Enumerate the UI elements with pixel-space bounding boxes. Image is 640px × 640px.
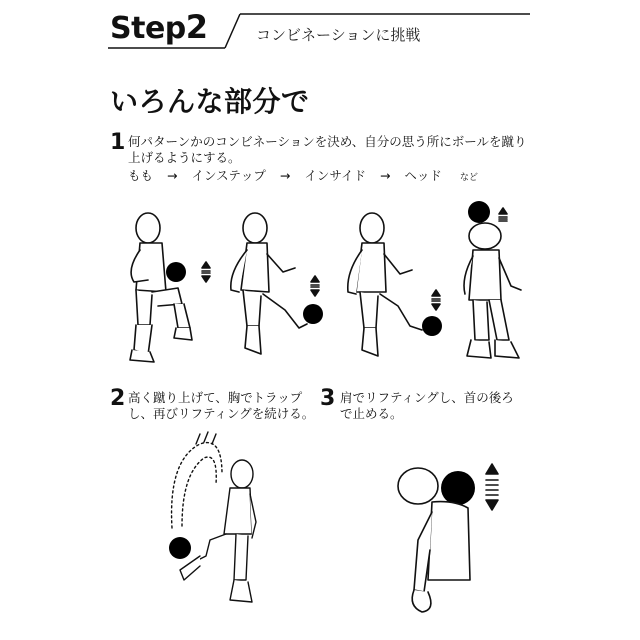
ball-trajectory bbox=[172, 443, 222, 528]
ball bbox=[468, 201, 490, 223]
section-title: いろんな部分で bbox=[110, 85, 310, 118]
seq-step: ヘッド bbox=[404, 168, 442, 183]
seq-arrow: → bbox=[379, 168, 391, 183]
header bbox=[0, 0, 640, 60]
seq-step: もも bbox=[128, 168, 154, 183]
item-3-line-1: 肩でリフティングし、首の後ろ bbox=[340, 390, 514, 405]
ball bbox=[303, 304, 323, 324]
combination-sequence bbox=[128, 166, 488, 184]
inside-lifting-illustration bbox=[340, 210, 450, 370]
seq-suffix: など bbox=[459, 173, 478, 183]
item-2-line-2: し、再びリフティングを続ける。 bbox=[128, 406, 315, 421]
ball bbox=[169, 537, 191, 559]
chest-trap-illustration bbox=[160, 430, 280, 620]
item-3-line-2: で止める。 bbox=[340, 406, 403, 421]
item-1-line-1: 何パターンかのコンビネーションを決め、自分の思う所にボールを蹴り bbox=[128, 134, 527, 149]
item-2-number: 2 bbox=[110, 386, 126, 411]
item-1-text bbox=[128, 134, 548, 166]
instep-lifting-illustration bbox=[225, 210, 335, 370]
seq-step: インステップ bbox=[191, 168, 266, 183]
head-lifting-illustration bbox=[455, 200, 545, 370]
thigh-lifting-illustration bbox=[118, 210, 228, 370]
seq-arrow: → bbox=[167, 168, 178, 183]
ball bbox=[422, 316, 442, 336]
step-number: 2 bbox=[185, 8, 208, 46]
shoulder-stop-illustration bbox=[388, 460, 518, 620]
header-title: コンビネーションに挑戦 bbox=[256, 26, 421, 44]
item-2-line-1: 高く蹴り上げて、胸でトラップ bbox=[128, 390, 303, 405]
seq-step: インサイド bbox=[304, 168, 366, 183]
ball bbox=[166, 262, 186, 282]
item-3-text bbox=[340, 390, 540, 422]
item-1-number: 1 bbox=[110, 130, 126, 155]
seq-arrow: → bbox=[279, 168, 291, 183]
item-3-number: 3 bbox=[320, 386, 336, 411]
item-1-line-2: 上げるようにする。 bbox=[128, 150, 241, 165]
step-word: Step bbox=[110, 11, 186, 46]
ball bbox=[441, 471, 475, 505]
item-2-text bbox=[128, 390, 328, 422]
